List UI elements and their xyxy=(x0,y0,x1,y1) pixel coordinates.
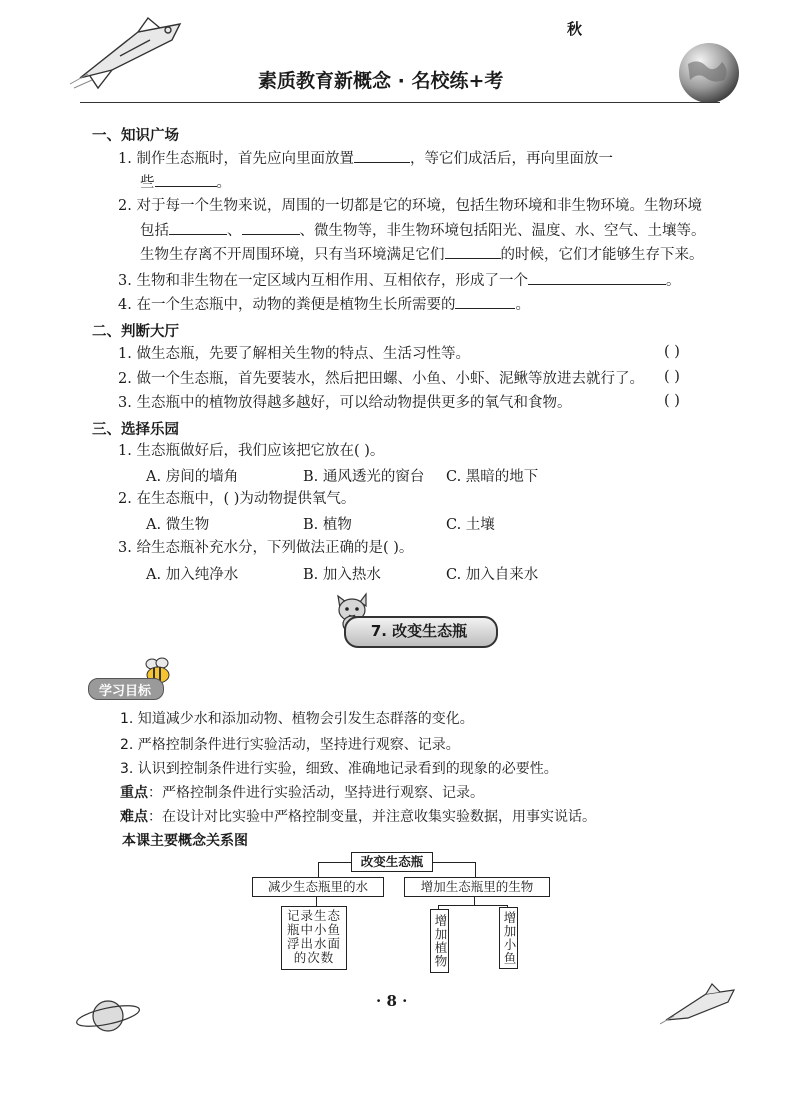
header-rule xyxy=(80,102,720,103)
choice-3-option-a[interactable]: A. 加入纯净水 xyxy=(146,567,239,583)
space-shuttle-icon xyxy=(68,10,198,90)
judge-answer-2[interactable]: ( ) xyxy=(664,369,680,385)
concept-left-child: 记录生态 瓶中小鱼 浮出水面 的次数 xyxy=(281,906,347,970)
page-header-title: 素质教育新概念 · 名校练+考 xyxy=(258,70,504,92)
choice-item-3: 3. 给生态瓶补充水分，下列做法正确的是( )。 xyxy=(118,540,414,556)
concept-left: 减少生态瓶里的水 xyxy=(252,877,384,897)
objective-item-3: 3. 认识到控制条件进行实验，细致、准确地记录看到的现象的必要性。 xyxy=(120,761,558,777)
question-1-4: 4. 在一个生态瓶中，动物的粪便是植物生长所需要的 。 xyxy=(118,294,530,315)
judge-item-2: 2. 做一个生态瓶，首先要装水，然后把田螺、小鱼、小虾、泥鳅等放进去就行了。 xyxy=(118,371,644,387)
map-connector xyxy=(318,862,319,878)
lesson-title: 7. 改变生态瓶 xyxy=(370,622,468,640)
concept-map-title: 本课主要概念关系图 xyxy=(122,833,248,849)
choice-1-option-b[interactable]: B. 通风透光的窗台 xyxy=(303,469,425,485)
section-title-judgment: 二、判断大厅 xyxy=(92,323,179,340)
judge-item-3: 3. 生态瓶中的植物放得越多越好，可以给动物提供更多的氧气和食物。 xyxy=(118,395,572,411)
question-1-2: 2. 对于每一个生物来说，周围的一切都是它的环境，包括生物环境和非生物环境。生物环境 xyxy=(118,198,702,214)
page-number: · 8 · xyxy=(376,992,408,1010)
choice-2-option-c[interactable]: C. 土壤 xyxy=(446,517,495,533)
choice-1-option-a[interactable]: A. 房间的墙角 xyxy=(146,469,239,485)
concept-root: 改变生态瓶 xyxy=(351,852,433,872)
map-connector xyxy=(316,896,317,906)
answer-blank[interactable] xyxy=(169,220,227,235)
judge-item-1: 1. 做生态瓶，先要了解相关生物的特点、生活习性等。 xyxy=(118,346,470,362)
question-1-1: 1. 制作生态瓶时，首先应向里面放置 ，等它们成活后，再向里面放一 xyxy=(118,148,613,169)
question-1-3: 3. 生物和非生物在一定区域内互相作用、互相依存，形成了一个 。 xyxy=(118,270,680,291)
answer-blank[interactable] xyxy=(354,148,410,163)
judge-answer-1[interactable]: ( ) xyxy=(664,344,680,360)
answer-blank[interactable] xyxy=(242,220,300,235)
choice-item-1: 1. 生态瓶做好后，我们应该把它放在( )。 xyxy=(118,443,385,459)
choice-1-option-c[interactable]: C. 黑暗的地下 xyxy=(446,469,539,485)
choice-3-option-c[interactable]: C. 加入自来水 xyxy=(446,567,539,583)
map-connector xyxy=(438,905,507,906)
concept-right-child-plant: 增加植物 xyxy=(430,909,449,973)
choice-item-2: 2. 在生态瓶中，( )为动物提供氧气。 xyxy=(118,491,356,507)
objective-item-2: 2. 严格控制条件进行实验活动，坚持进行观察、记录。 xyxy=(120,737,460,753)
map-connector xyxy=(475,862,476,878)
section-title-knowledge: 一、知识广场 xyxy=(92,127,179,144)
judge-answer-3[interactable]: ( ) xyxy=(664,393,680,409)
choice-3-option-b[interactable]: B. 加入热水 xyxy=(303,567,381,583)
difficult-point: 难点：在设计对比实验中严格控制变量，并注意收集实验数据，用事实说话。 xyxy=(120,809,596,825)
season-label: 秋 xyxy=(567,20,583,38)
question-1-1-cont: 些 。 xyxy=(140,172,231,193)
concept-right: 增加生态瓶里的生物 xyxy=(404,877,550,897)
section-title-choice: 三、选择乐园 xyxy=(92,421,179,438)
concept-right-child-fish: 增加小鱼 xyxy=(499,907,518,969)
answer-blank[interactable] xyxy=(528,270,666,285)
choice-2-option-a[interactable]: A. 微生物 xyxy=(146,517,210,533)
planet-icon xyxy=(70,990,150,1040)
globe-icon xyxy=(676,40,742,106)
space-shuttle-icon xyxy=(660,980,740,1030)
answer-blank[interactable] xyxy=(155,172,217,187)
answer-blank[interactable] xyxy=(445,244,501,259)
choice-2-option-b[interactable]: B. 植物 xyxy=(303,517,352,533)
question-1-2-line3: 生物生存离不开周围环境，只有当环境满足它们 的时候，它们才能够生存下来。 xyxy=(140,244,704,265)
objective-item-1: 1. 知道减少水和添加动物、植物会引发生态群落的变化。 xyxy=(120,711,474,727)
answer-blank[interactable] xyxy=(455,294,515,309)
question-1-2-line2: 包括 、 、微生物等，非生物环境包括阳光、温度、水、空气、土壤等。 xyxy=(140,220,706,241)
objectives-badge: 学习目标 xyxy=(98,684,151,699)
key-point: 重点：严格控制条件进行实验活动，坚持进行观察、记录。 xyxy=(120,785,484,801)
